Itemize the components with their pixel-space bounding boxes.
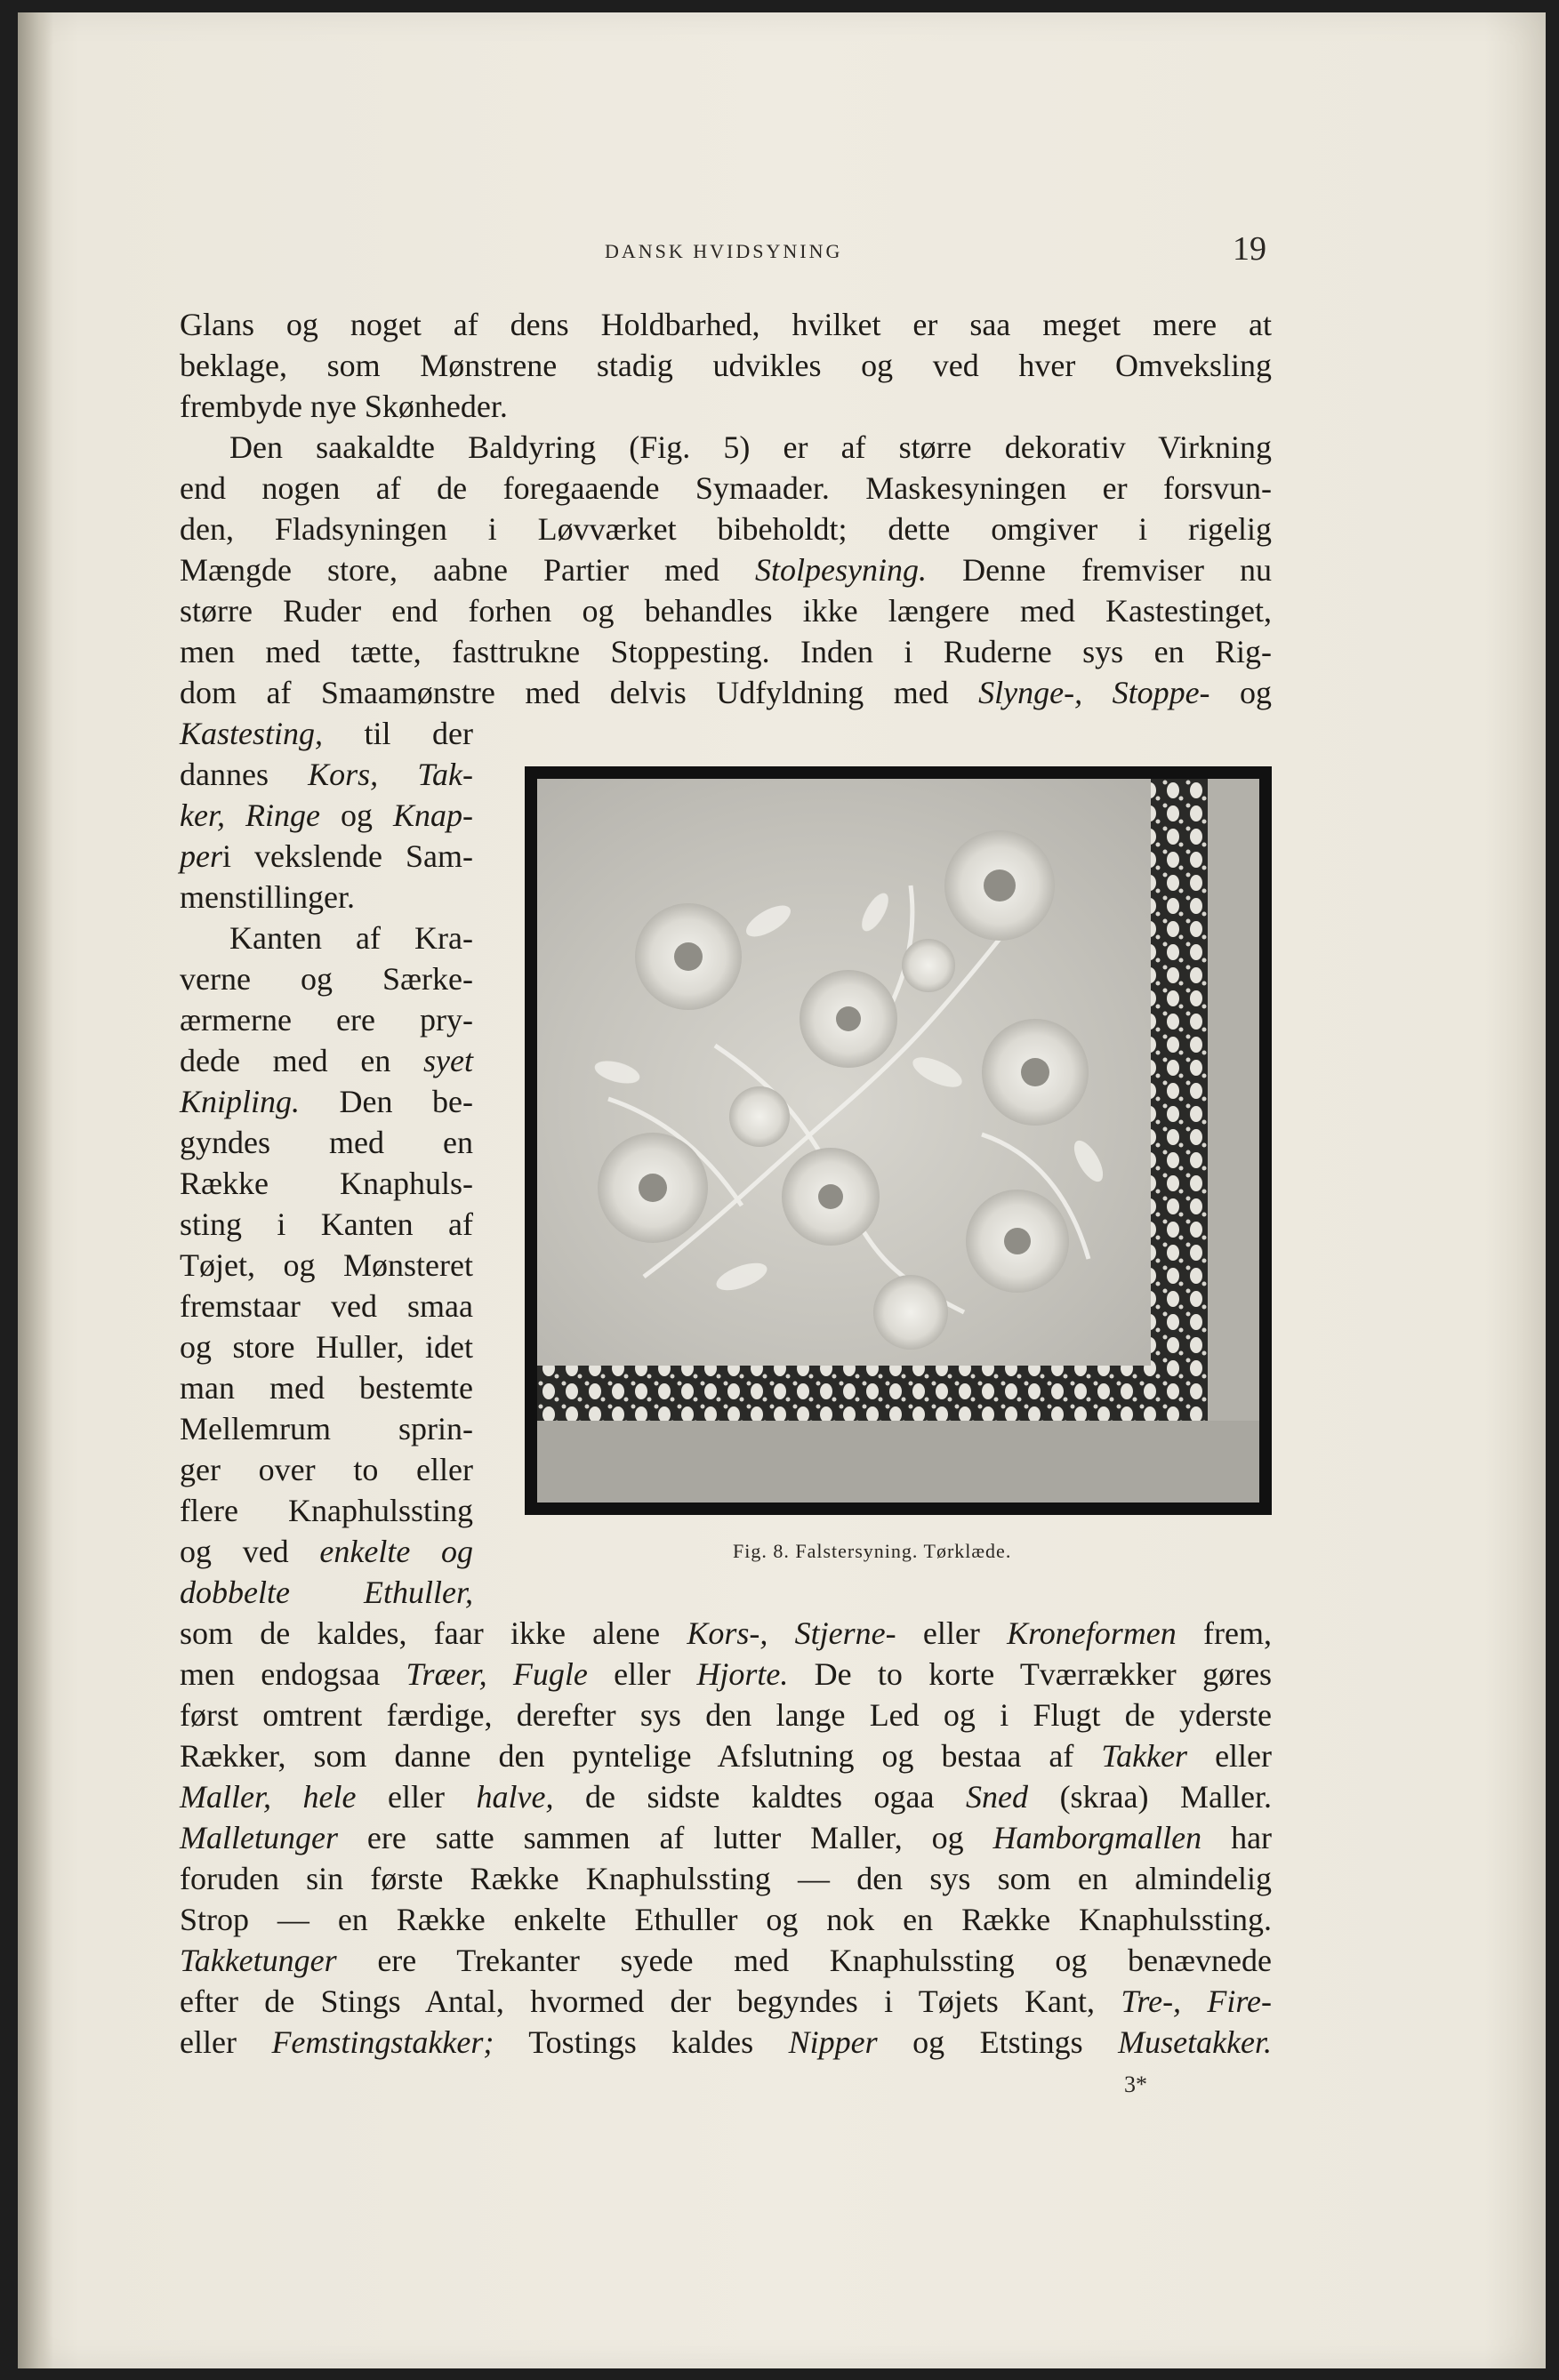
signature-mark: 3*: [1124, 2071, 1147, 2097]
column-line: Knipling. Den be-: [180, 1084, 473, 1119]
column-line: Kastesting, til der: [180, 716, 473, 751]
column-line: dede med en syet: [180, 1043, 473, 1078]
figure-caption: Fig. 8. Falstersyning. Tørklæde.: [733, 1540, 1012, 1562]
column-line: flere Knaphulssting: [180, 1493, 473, 1528]
text-line: Mængde store, aabne Partier med Stolpesyning. Denne fremviser nu: [180, 552, 1273, 588]
column-line: Tøjet, og Mønsteret: [180, 1247, 473, 1283]
column-line: Kanten af Kra-: [229, 920, 473, 956]
column-line: dannes Kors, Tak-: [180, 757, 473, 792]
text-line: som de kaldes, faar ikke alene Kors-, Stjerne- eller Kroneformen frem,: [180, 1615, 1273, 1651]
text-line: eller Femstingstakker; Tostings kaldes Nipper og Etstings Musetakker.: [180, 2024, 1273, 2060]
column-line: man med bestemte: [180, 1370, 473, 1406]
text-line: Malletunger ere satte sammen af lutter Maller, og Hamborgmallen har: [180, 1820, 1273, 1855]
lace-border-right: [1151, 779, 1208, 1419]
column-line: sting i Kanten af: [180, 1206, 473, 1242]
page-gutter-shadow: [18, 12, 53, 2368]
text-line: dom af Smaamønstre med delvis Udfyldning med Slynge-, Stoppe- og: [180, 675, 1273, 710]
lace-border-bottom: [537, 1366, 1208, 1421]
column-line: Række Knaphuls-: [180, 1166, 473, 1201]
column-line: ker, Ringe og Knap-: [180, 797, 473, 833]
text-line: beklage, som Mønstrene stadig udvikles og ved hver Omveksling: [180, 348, 1272, 383]
text-line: den, Fladsyningen i Løvværket bibeholdt; dette omgiver i rigelig: [180, 511, 1272, 547]
text-line: frembyde nye Skønheder.: [180, 389, 508, 424]
column-line: ærmerne ere pry-: [180, 1002, 473, 1038]
text-line: Takketunger ere Trekanter syede med Knaphulssting og benævnede: [180, 1943, 1272, 1978]
column-line: Mellemrum sprin-: [180, 1411, 473, 1446]
text-line: men endogsaa Træer, Fugle eller Hjorte. De to korte Tværrækker gøres: [180, 1656, 1273, 1692]
page-number: 19: [1233, 230, 1266, 268]
column-line: gyndes med en: [180, 1125, 473, 1160]
text-line: Strop — en Række enkelte Ethuller og nok en Række Knaphulssting.: [180, 1902, 1272, 1937]
text-line: end nogen af de foregaaende Symaader. Maskesyningen er forsvun-: [180, 470, 1272, 506]
text-line: Maller, hele eller halve, de sidste kaldtes ogaa Sned (skraa) Maller.: [180, 1779, 1272, 1815]
column-line: fremstaar ved smaa: [180, 1288, 473, 1324]
text-line: men med tætte, fasttrukne Stoppesting. Inden i Ruderne sys en Rig-: [180, 634, 1272, 669]
figure-photo-frame: [525, 766, 1272, 1515]
column-line: menstillinger.: [180, 879, 355, 915]
text-line: Rækker, som danne den pyntelige Afslutning og bestaa af Takker eller: [180, 1738, 1273, 1774]
text-line: større Ruder end forhen og behandles ikke længere med Kastestinget,: [180, 593, 1272, 629]
column-line: og ved enkelte og: [180, 1534, 474, 1569]
column-line: ger over to eller: [180, 1452, 473, 1487]
embroidery-illustration: [537, 779, 1259, 1503]
text-line: først omtrent færdige, derefter sys den lange Led og i Flugt de yderste: [180, 1697, 1272, 1733]
text-line: Den saakaldte Baldyring (Fig. 5) er af større dekorativ Virkning: [229, 429, 1272, 465]
column-line: dobbelte Ethuller,: [180, 1575, 473, 1610]
text-line: Glans og noget af dens Holdbarhed, hvilket er saa meget mere at: [180, 307, 1272, 342]
text-line: efter de Stings Antal, hvormed der begyndes i Tøjets Kant, Tre-, Fire-: [180, 1983, 1273, 2019]
embroidery-flowers: [598, 830, 1089, 1350]
column-line: verne og Særke-: [180, 961, 473, 997]
embroidery-photo: [537, 779, 1259, 1503]
column-line: peri vekslende Sam-: [180, 838, 473, 874]
text-line: foruden sin første Række Knaphulssting — den sys som en almindelig: [180, 1861, 1272, 1896]
column-line: og store Huller, idet: [180, 1329, 473, 1365]
running-head: DANSK HVIDSYNING: [605, 240, 843, 262]
